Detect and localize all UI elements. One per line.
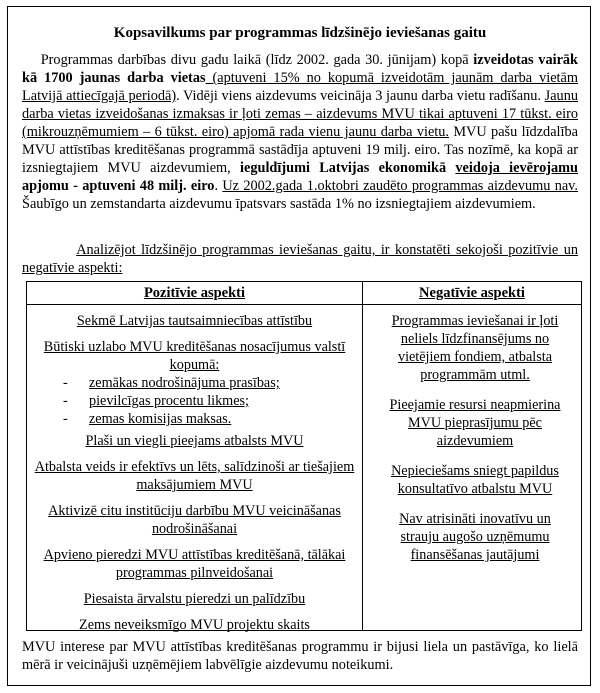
- positive-item: Apvieno pieredzi MVU attīstības kreditēšanā, tālākai programmas pilnveidošanai: [43, 547, 346, 581]
- summary-paragraph: [22, 51, 578, 213]
- positive-item: Piesaista ārvalstu pieredzi un palīdzību: [83, 591, 306, 607]
- positive-item: Būtiski uzlabo MVU kreditēšanas nosacījumus valstī kopumā: - zemākas nodrošinājuma prasības; - pievilcīgas procentu likmes; - zemas komisijas maksas.: [33, 338, 356, 428]
- aspects-table: [26, 281, 582, 631]
- negative-item: Nepieciešams sniegt papildus konsultatīvo atbalstu MVU: [391, 463, 559, 497]
- positive-sublist: [63, 374, 356, 428]
- document-title: Kopsavilkums par programmas līdzšinējo ieviešanas gaitu: [113, 25, 487, 41]
- table-header-divider: [27, 304, 581, 305]
- summary-investment-bold-2: apjomu - aptuveni 48 milj. eiro: [22, 178, 215, 194]
- summary-text-3: MVU pašu līdzdalība MVU attīstības kreditēšanas programmā sastādīja aptuveni 19 milj. eiro. Tas nozīmē, ka kopā ar izsniegtajiem MVU aizdevumiem,: [22, 124, 578, 176]
- summary-loss-text: Uz 2002.gada 1.oktobri zaudēto programmas aizdevumu nav.: [222, 178, 578, 194]
- negative-item: Pieejamie resursi neapmierina MVU pieprasījumu pēc aizdevumiem: [389, 397, 561, 449]
- table-column-divider: [362, 282, 363, 630]
- positive-item: Zems neveiksmīgo MVU projektu skaits: [79, 617, 310, 633]
- positive-item: Aktivizē citu institūciju darbību MVU veicināšanas nodrošināšanai: [48, 503, 341, 537]
- negative-item: Nav atrisināti inovatīvu un strauju augošo uzņēmumu finansēšanas jautājumi: [399, 511, 551, 563]
- summary-text-1: Programmas darbības divu gadu laikā (līdz 2002. gada 30. jūnijam) kopā: [40, 52, 474, 68]
- summary-jobs-bold: izveidotas vairāk kā 1700 jaunas darba vietas: [22, 52, 579, 86]
- conclusion-paragraph: [22, 638, 578, 674]
- negative-header: Negatīvie aspekti: [419, 285, 525, 301]
- positive-subitem: - pievilcīgas procentu likmes;: [63, 392, 356, 410]
- conclusion-text: MVU interese par MVU attīstības kreditēšanas programmu ir bijusi liela un pastāvīga, ko lielā mērā ir veicinājuši uzņēmējiem labvēlīgie aizdevumu noteikumi.: [22, 639, 578, 673]
- analysis-paragraph: [22, 241, 578, 277]
- positive-item: Sekmē Latvijas tautsaimniecības attīstību: [76, 313, 313, 329]
- positive-header: Pozitīvie aspekti: [143, 285, 246, 301]
- positive-column: [33, 312, 356, 642]
- negative-item: Programmas ieviešanai ir ļoti neliels līdzfinansējums no vietējiem fondiem, atbalsta programmām utml.: [391, 313, 559, 383]
- positive-item: Plaši un viegli pieejams atbalsts MVU: [85, 433, 304, 449]
- positive-subitem: - zemas komisijas maksas.: [63, 410, 356, 428]
- summary-investment-underline: veidoja ievērojamu: [455, 160, 578, 176]
- summary-jobs-share: (aptuveni 15% no kopumā izveidotām jaunām darba vietām Latvijā attiecīgajā periodā): [22, 70, 578, 104]
- positive-subitem: - zemākas nodrošinājuma prasības;: [63, 374, 356, 392]
- summary-cost-text: Jaunu darba vietas izveidošanas izmaksas ir ļoti zemas – aizdevums MVU tikai aptuveni 17 tūkst. eiro (mikrouzņēmumiem – 6 tūkst. eiro) apjomā rada vienu jaunu darba vietu.: [22, 88, 578, 140]
- analysis-text: Analizējot līdzšinējo programmas ieviešanas gaitu, ir konstatēti sekojoši pozitīvie un negatīvie aspekti:: [22, 242, 578, 276]
- summary-text-4: .: [214, 178, 223, 194]
- negative-column: [383, 312, 567, 572]
- summary-investment-bold-1: ieguldījumi Latvijas ekonomikā: [240, 160, 456, 176]
- summary-text-5: Šaubīgo un zemstandarta aizdevumu īpatsvars sastāda 1% no izsniegtajiem aizdevumiem.: [22, 196, 536, 212]
- summary-text-2: . Vidēji viens aizdevums veicināja 3 jaunu darba vietu radīšanu.: [176, 88, 542, 104]
- document-frame: [7, 6, 591, 686]
- positive-item: Atbalsta veids ir efektīvs un lēts, salīdzinoši ar tiešajiem maksājumiem MVU: [34, 459, 355, 493]
